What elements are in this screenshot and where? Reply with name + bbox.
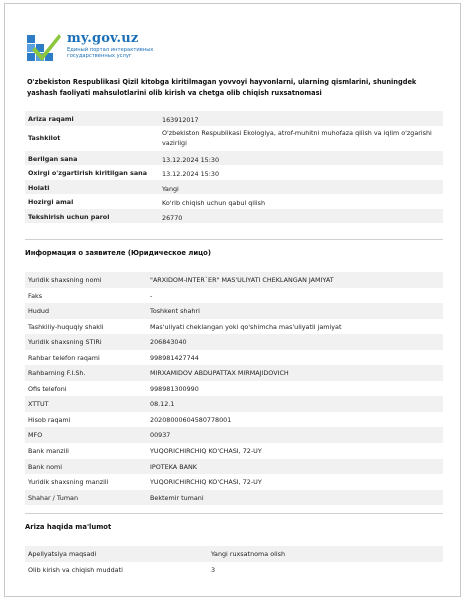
- table-row: Tashkilot O'zbekiston Respublikasi Ekologiya, atrof-muhitni muhofaza qilish va iqlim o'zgarishi vazirligi: [28, 128, 432, 147]
- table-row: Oxirgi o'zgartirish kiritilgan sana 13.12.2024 15:30: [28, 169, 220, 178]
- applicant-section-title: Информация о заявителе (Юридическое лицо): [25, 239, 443, 257]
- table-row: Apellyatsiya maqsadi Yangi ruxsatnoma olish: [25, 546, 443, 562]
- table-row: MFO 00937: [25, 427, 443, 443]
- document-page: [4, 3, 461, 597]
- document-title: O'zbekiston Respublikasi Qizil kitobga kiritilmagan yovvoyi hayvonlarni, ularning qismlarini, shuningdek yashash faoliyati mahsulotlarini olib kirish va chetga olib chiqish ruxsatnomasi: [27, 78, 417, 97]
- application-details-table: [25, 546, 443, 577]
- logo-subtitle: Единый портал интерактивных государственных услуг: [67, 47, 154, 60]
- table-row: Bank manzili YUQORICHIRCHIQ KO'CHASI, 72-UY: [28, 447, 262, 456]
- table-row: Bank nomi IPOTEKA BANK: [25, 459, 443, 475]
- table-row: Holati Yangi: [25, 180, 443, 195]
- logo-checkmark-icon: [27, 33, 61, 63]
- details-section-title: Ariza haqida ma'lumot: [25, 513, 443, 531]
- table-row: Yuridik shaxsning STIRi 206843040: [25, 334, 443, 350]
- application-info-table: [25, 111, 443, 223]
- table-row: XTTUT 08.12.1: [25, 396, 443, 412]
- table-row: Rahbar telefon raqami 998981427744: [28, 353, 199, 362]
- table-row: Olib kirish va chiqish muddati 3: [28, 565, 216, 574]
- table-row: Tashkiliy-huquqiy shakli Mas'uliyati cheklangan yoki qo'shimcha mas'uliyatli jamiyat: [28, 322, 342, 331]
- table-row: Yuridik shaxsning nomi "ARXIDOM-INTER`ER" MAS'ULIYATI CHEKLANGAN JAMIYAT: [25, 272, 443, 288]
- applicant-info-table: [25, 272, 443, 505]
- table-row: Berilgan sana 13.12.2024 15:30: [25, 151, 443, 166]
- table-row: Tekshirish uchun parol 26770: [25, 209, 443, 224]
- table-row: Hozirgi amal Ko'rib chiqish uchun qabul qilish: [28, 198, 266, 207]
- mygov-logo[interactable]: [27, 30, 187, 66]
- table-row: Ariza raqami 163912017: [25, 111, 443, 126]
- table-row: Hisob raqami 20208000604580778001: [28, 415, 232, 424]
- table-row: Faks -: [28, 291, 153, 300]
- table-row: Yuridik shaxsning manzili YUQORICHIRCHIQ KO'CHASI, 72-UY: [28, 478, 262, 487]
- table-row: Shahar / Tuman Bektemir tumani: [25, 490, 443, 506]
- table-row: Ofis telefoni 998981300990: [28, 384, 199, 393]
- table-row: Rahbarning F.I.Sh. MIRXAMIDOV ABDUPATTAX MIRMAJIDOVICH: [25, 365, 443, 381]
- logo-name: my.gov.uz: [67, 31, 139, 46]
- table-row: Hudud Toshkent shahri: [25, 303, 443, 319]
